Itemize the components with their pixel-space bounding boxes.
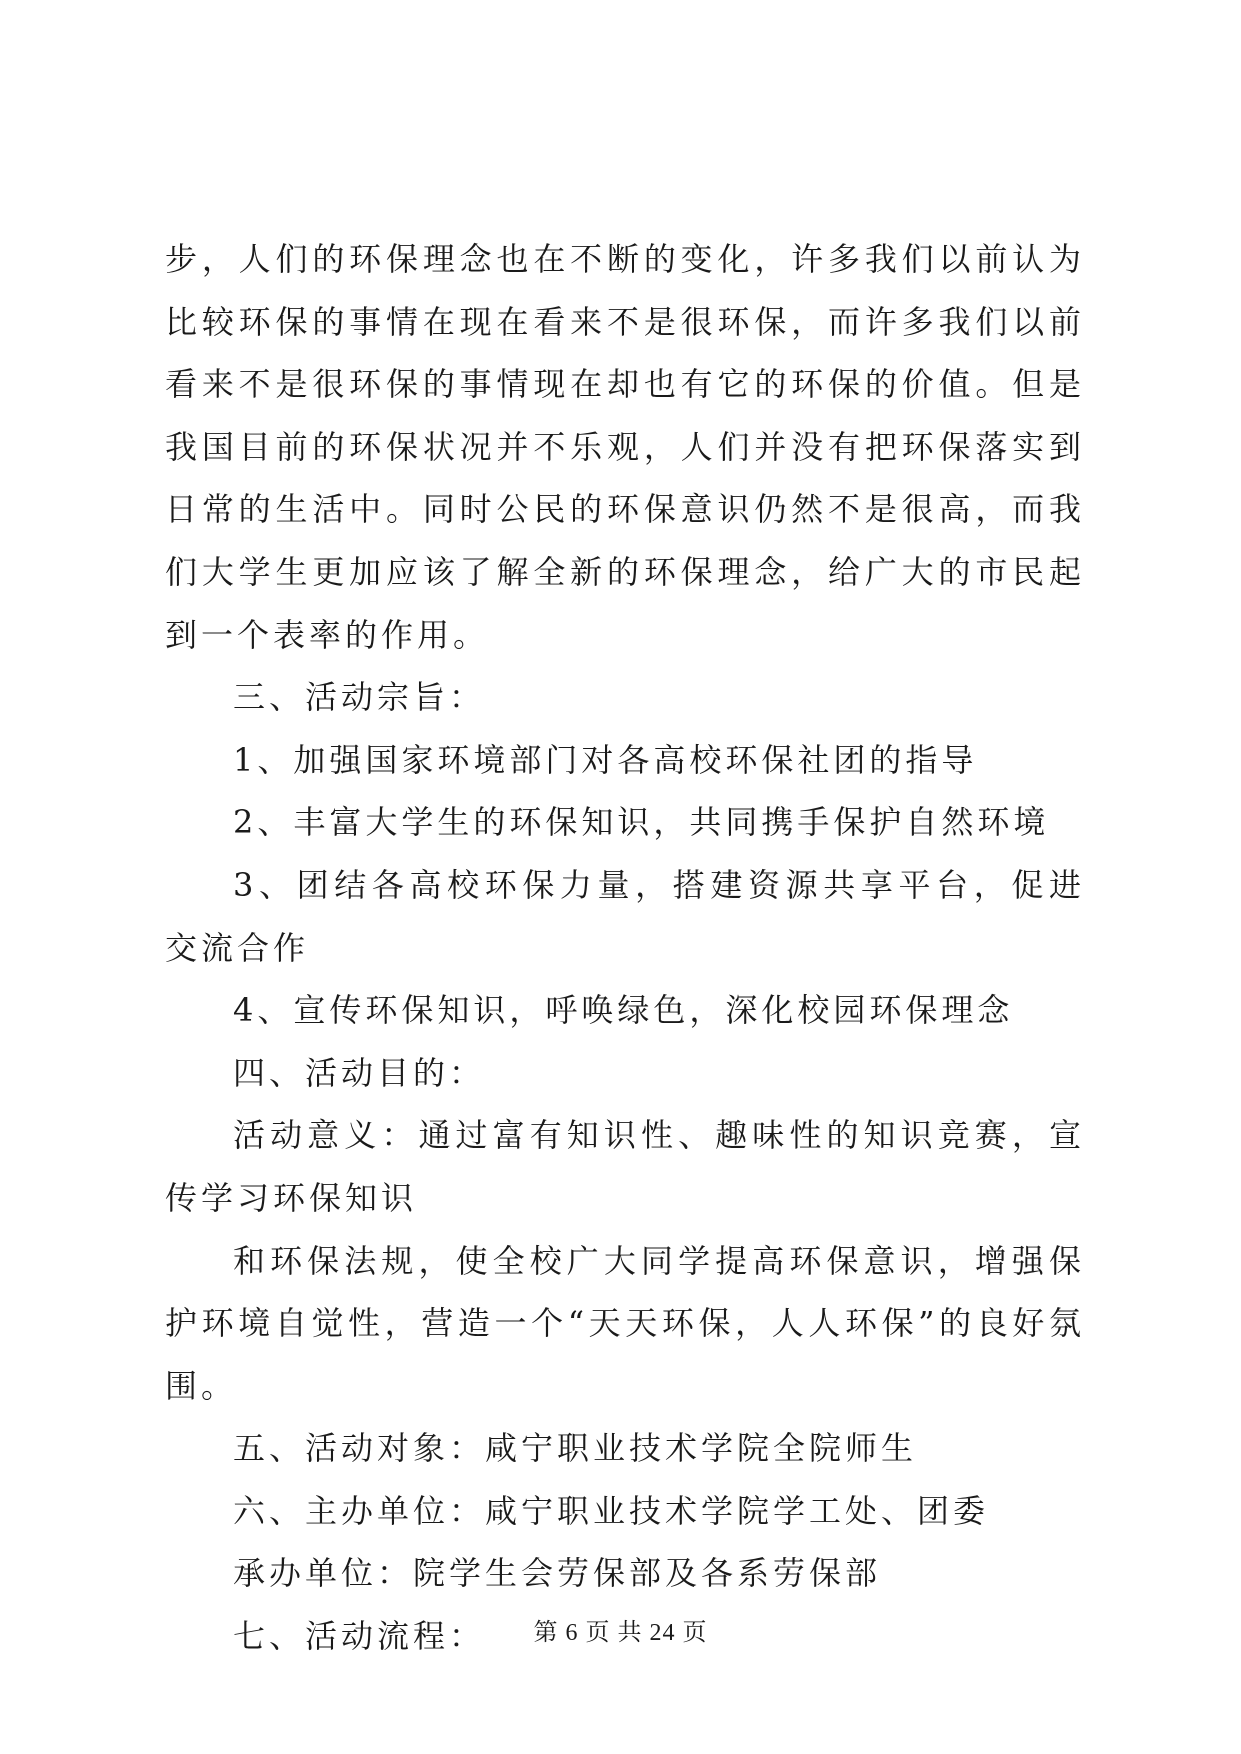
list-item-1: 1、加强国家环境部门对各高校环保社团的指导 <box>233 740 978 779</box>
section-heading-process: 七、活动流程： <box>233 1617 486 1656</box>
paragraph-regulations: 和环保法规，使全校广大同学提高环保意识，增强保护环境自觉性，营造一个“天天环保，人人环保”的良好氛围。 <box>165 1241 1085 1405</box>
section-heading-goal: 四、活动目的： <box>233 1053 486 1092</box>
co-organizer-line: 承办单位：院学生会劳保部及各系劳保部 <box>233 1554 882 1593</box>
paragraph-significance: 活动意义：通过富有知识性、趣味性的知识竞赛，宣传学习环保知识 <box>165 1116 1085 1217</box>
section-heading-audience: 五、活动对象：咸宁职业技术学院全院师生 <box>233 1429 918 1468</box>
document-body <box>165 228 1085 1668</box>
list-item-4: 4、宣传环保知识，呼唤绿色，深化校园环保理念 <box>233 991 1014 1030</box>
section-heading-purpose: 三、活动宗旨： <box>233 678 486 717</box>
list-item-2: 2、丰富大学生的环保知识，共同携手保护自然环境 <box>233 803 1050 842</box>
continuation-paragraph: 步，人们的环保理念也在不断的变化，许多我们以前认为比较环保的事情在现在看来不是很环保，而许多我们以前看来不是很环保的事情现在却也有它的环保的价值。但是我国目前的环保状况并不乐观，人们并没有把环保落实到日常的生活中。同时公民的环保意识仍然不是很高，而我们大学生更加应该了解全新的环保理念，给广大的市民起到一个表率的作用。 <box>165 240 1085 654</box>
page-number: 第 6 页 共 24 页 <box>533 1620 708 1646</box>
section-heading-organizer: 六、主办单位：咸宁职业技术学院学工处、团委 <box>233 1491 990 1530</box>
list-item-3: 3、团结各高校环保力量，搭建资源共享平台，促进交流合作 <box>165 865 1085 967</box>
